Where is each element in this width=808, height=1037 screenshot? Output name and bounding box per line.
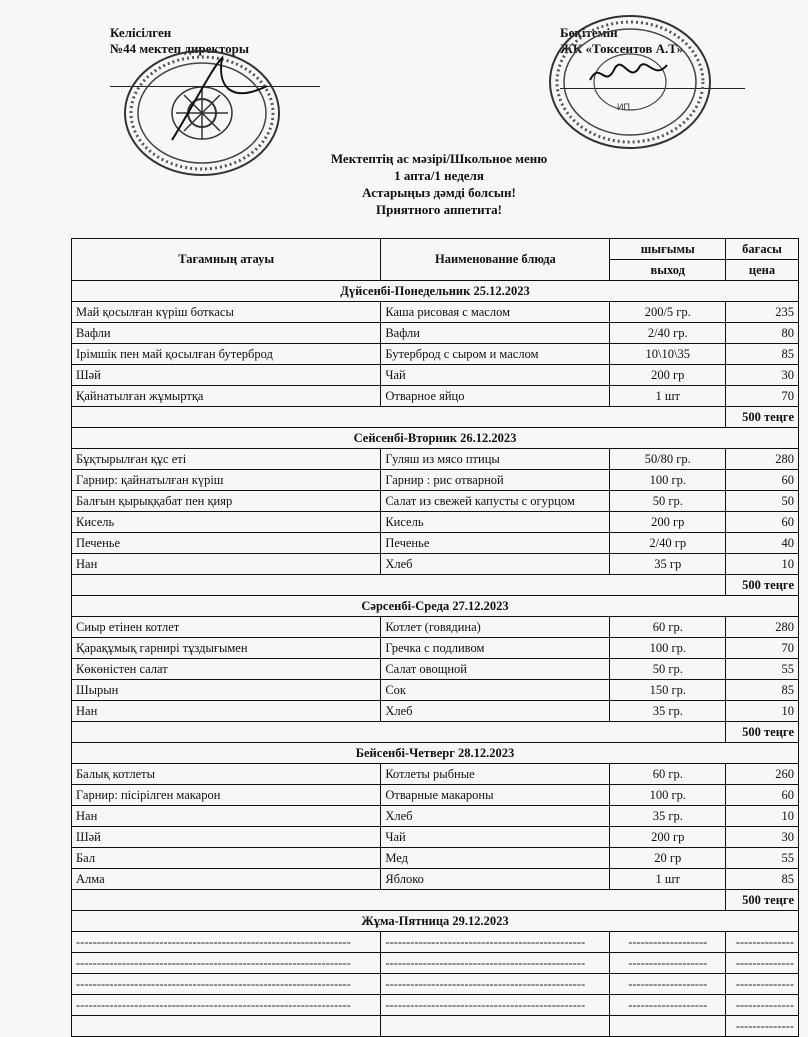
dish-name-kz: Көкөністен салат	[72, 659, 381, 680]
dash-placeholder-ru: ------------------------------------------------	[381, 932, 610, 953]
dish-price: 10	[726, 554, 799, 575]
dish-output: 2/40 гр.	[610, 323, 726, 344]
table-row	[72, 974, 799, 995]
day-total: 500 теңге	[726, 722, 799, 743]
dish-price: 55	[726, 848, 799, 869]
total-row	[72, 575, 799, 596]
header-price-kz: бағасы	[726, 239, 799, 260]
day-total: 500 теңге	[726, 890, 799, 911]
dash-placeholder-output: -------------------	[610, 953, 726, 974]
dash-placeholder-kz: ------------------------------------------------------------------	[72, 932, 381, 953]
dish-price: 30	[726, 365, 799, 386]
menu-week: 1 апта/1 неделя	[394, 168, 484, 183]
dish-output: 50 гр.	[610, 491, 726, 512]
dish-output: 200 гр	[610, 365, 726, 386]
dash-placeholder-price: --------------	[726, 995, 799, 1016]
dish-output: 35 гр.	[610, 701, 726, 722]
day-title: Дүйсенбі-Понедельник 25.12.2023	[72, 281, 799, 302]
day-title: Сәрсенбі-Среда 27.12.2023	[72, 596, 799, 617]
table-row	[72, 554, 799, 575]
dish-name-ru: Салат овощной	[381, 659, 610, 680]
dash-placeholder-output: -------------------	[610, 995, 726, 1016]
dash-placeholder-output: -------------------	[610, 974, 726, 995]
day-row	[72, 281, 799, 302]
dish-output: 35 гр.	[610, 806, 726, 827]
dish-name-kz: Бал	[72, 848, 381, 869]
dish-name-ru: Отварные макароны	[381, 785, 610, 806]
table-row	[72, 512, 799, 533]
dish-name-ru: Салат из свежей капусты с огурцом	[381, 491, 610, 512]
dish-name-kz: Шәй	[72, 827, 381, 848]
day-row	[72, 911, 799, 932]
day-title: Жұма-Пятница 29.12.2023	[72, 911, 799, 932]
dish-name-ru: Хлеб	[381, 554, 610, 575]
total-row	[72, 890, 799, 911]
dish-name-ru: Чай	[381, 365, 610, 386]
dish-output: 2/40 гр	[610, 533, 726, 554]
dish-name-ru: Сок	[381, 680, 610, 701]
approval-left-line2: №44 мектеп директоры	[110, 41, 249, 56]
dish-name-kz: Балық котлеты	[72, 764, 381, 785]
dish-price: 85	[726, 680, 799, 701]
dish-price: 260	[726, 764, 799, 785]
dish-name-kz: Шырын	[72, 680, 381, 701]
total-spacer	[72, 407, 726, 428]
day-row	[72, 428, 799, 449]
header-output-ru: выход	[610, 260, 726, 281]
svg-text:ИП: ИП	[617, 102, 630, 112]
dish-name-ru: Чай	[381, 827, 610, 848]
dish-price: 280	[726, 617, 799, 638]
dish-output: 100 гр.	[610, 470, 726, 491]
dish-name-kz: Гарнир: қайнатылған күріш	[72, 470, 381, 491]
total-spacer	[72, 722, 726, 743]
table-row	[72, 449, 799, 470]
dish-name-ru: Каша рисовая с маслом	[381, 302, 610, 323]
dish-name-ru: Котлеты рыбные	[381, 764, 610, 785]
entrepreneur-stamp-seal	[545, 10, 715, 150]
dish-price: 60	[726, 785, 799, 806]
dish-price: 10	[726, 806, 799, 827]
dish-price: 280	[726, 449, 799, 470]
table-row	[72, 806, 799, 827]
dash-placeholder-price: --------------	[726, 953, 799, 974]
dish-output: 200 гр	[610, 512, 726, 533]
dish-output: 10\10\35	[610, 344, 726, 365]
table-row	[72, 302, 799, 323]
total-spacer	[72, 890, 726, 911]
dish-output: 50/80 гр.	[610, 449, 726, 470]
dish-name-kz: Май қосылған күріш боткасы	[72, 302, 381, 323]
dish-name-kz: Вафли	[72, 323, 381, 344]
table-row	[72, 932, 799, 953]
approval-left-line1: Келісілген	[110, 25, 172, 40]
table-row	[72, 827, 799, 848]
table-row	[72, 344, 799, 365]
dish-name-ru: Отварное яйцо	[381, 386, 610, 407]
dish-price: 85	[726, 344, 799, 365]
dish-name-kz: Нан	[72, 806, 381, 827]
total-row	[72, 722, 799, 743]
dish-output: 100 гр.	[610, 785, 726, 806]
table-row	[72, 470, 799, 491]
dish-name-kz: Бұқтырылған құс еті	[72, 449, 381, 470]
header-dish-ru: Наименование блюда	[381, 239, 610, 281]
approval-right-line1: Бекітемін	[560, 25, 618, 40]
day-row	[72, 596, 799, 617]
table-row	[72, 680, 799, 701]
table-row	[72, 953, 799, 974]
table-row	[72, 638, 799, 659]
dish-name-kz: Қайнатылған жұмыртқа	[72, 386, 381, 407]
menu-greeting-kz: Астарыңыз дәмді болсын!	[362, 185, 516, 200]
dish-name-ru: Вафли	[381, 323, 610, 344]
table-row	[72, 764, 799, 785]
dish-price: 10	[726, 701, 799, 722]
dash-placeholder-kz: ------------------------------------------------------------------	[72, 995, 381, 1016]
dish-name-ru: Яблоко	[381, 869, 610, 890]
dish-price: 235	[726, 302, 799, 323]
menu-title: Мектептің ас мәзірі/Школьное меню	[330, 151, 548, 166]
dish-price: 55	[726, 659, 799, 680]
dish-name-ru: Бутерброд с сыром и маслом	[381, 344, 610, 365]
dish-name-kz: Нан	[72, 554, 381, 575]
dish-price: 40	[726, 533, 799, 554]
dish-output: 35 гр	[610, 554, 726, 575]
dish-name-ru: Хлеб	[381, 701, 610, 722]
dash-placeholder-ru: ------------------------------------------------	[381, 974, 610, 995]
dish-price: 80	[726, 323, 799, 344]
dish-name-kz: Ірімшік пен май қосылған бутерброд	[72, 344, 381, 365]
dish-name-kz: Кисель	[72, 512, 381, 533]
table-row	[72, 1016, 799, 1037]
total-spacer	[72, 575, 726, 596]
table-row	[72, 617, 799, 638]
table-row	[72, 848, 799, 869]
table-row	[72, 995, 799, 1016]
dish-name-ru: Гуляш из мясо птицы	[381, 449, 610, 470]
dash-placeholder-kz: ------------------------------------------------------------------	[72, 974, 381, 995]
dish-output: 150 гр.	[610, 680, 726, 701]
dish-price: 85	[726, 869, 799, 890]
dish-name-kz: Гарнир: пісірілген макарон	[72, 785, 381, 806]
dash-placeholder-ru: ------------------------------------------------	[381, 953, 610, 974]
dash-placeholder-output: -------------------	[610, 932, 726, 953]
dish-name-kz: Қарақұмық гарнирі тұздығымен	[72, 638, 381, 659]
dish-price: 60	[726, 512, 799, 533]
table-row	[72, 365, 799, 386]
dish-name-ru: Гарнир : рис отварной	[381, 470, 610, 491]
dish-output: 100 гр.	[610, 638, 726, 659]
table-header-row	[72, 239, 799, 260]
dish-name-kz: Нан	[72, 701, 381, 722]
table-row	[72, 323, 799, 344]
dish-output: 50 гр.	[610, 659, 726, 680]
dash-placeholder-kz: ------------------------------------------------------------------	[72, 953, 381, 974]
day-title: Сейсенбі-Вторник 26.12.2023	[72, 428, 799, 449]
dash-placeholder-price: --------------	[726, 1016, 799, 1037]
table-row	[72, 869, 799, 890]
dish-name-ru: Хлеб	[381, 806, 610, 827]
dish-name-ru: Гречка с подливом	[381, 638, 610, 659]
dish-name-kz: Шәй	[72, 365, 381, 386]
dish-output: 1 шт	[610, 386, 726, 407]
day-row	[72, 743, 799, 764]
dash-placeholder-price: --------------	[726, 974, 799, 995]
dish-price: 60	[726, 470, 799, 491]
day-title: Бейсенбі-Четверг 28.12.2023	[72, 743, 799, 764]
dish-output: 60 гр.	[610, 617, 726, 638]
total-row	[72, 407, 799, 428]
dash-placeholder-price: --------------	[726, 932, 799, 953]
approval-right-line2: ЖК «Токсеитов А.Т»	[560, 41, 684, 56]
menu-greeting-ru: Приятного аппетита!	[376, 202, 502, 217]
dash-placeholder-ru: ------------------------------------------------	[381, 995, 610, 1016]
header-dish-kz: Тағамның атауы	[72, 239, 381, 281]
dish-output: 1 шт	[610, 869, 726, 890]
table-row	[72, 659, 799, 680]
dash-placeholder-ru	[381, 1016, 610, 1037]
table-row	[72, 533, 799, 554]
header-price-ru: цена	[726, 260, 799, 281]
dish-price: 30	[726, 827, 799, 848]
dish-name-kz: Балғын қырыққабат пен қияр	[72, 491, 381, 512]
dish-name-ru: Печенье	[381, 533, 610, 554]
dish-price: 70	[726, 638, 799, 659]
dish-name-ru: Кисель	[381, 512, 610, 533]
dash-placeholder-output	[610, 1016, 726, 1037]
day-total: 500 теңге	[726, 575, 799, 596]
dish-name-kz: Алма	[72, 869, 381, 890]
table-row	[72, 491, 799, 512]
day-total: 500 теңге	[726, 407, 799, 428]
dish-price: 70	[726, 386, 799, 407]
dish-name-ru: Мед	[381, 848, 610, 869]
dish-output: 200 гр	[610, 827, 726, 848]
dish-name-kz: Печенье	[72, 533, 381, 554]
menu-title-block	[0, 150, 808, 218]
dish-output: 60 гр.	[610, 764, 726, 785]
dish-price: 50	[726, 491, 799, 512]
dash-placeholder-kz	[72, 1016, 381, 1037]
dish-name-kz: Сиыр етінен котлет	[72, 617, 381, 638]
dish-output: 200/5 гр.	[610, 302, 726, 323]
menu-table	[71, 238, 799, 1037]
table-row	[72, 386, 799, 407]
table-row	[72, 701, 799, 722]
dish-output: 20 гр	[610, 848, 726, 869]
table-row	[72, 785, 799, 806]
header-output-kz: шығымы	[610, 239, 726, 260]
dish-name-ru: Котлет (говядина)	[381, 617, 610, 638]
